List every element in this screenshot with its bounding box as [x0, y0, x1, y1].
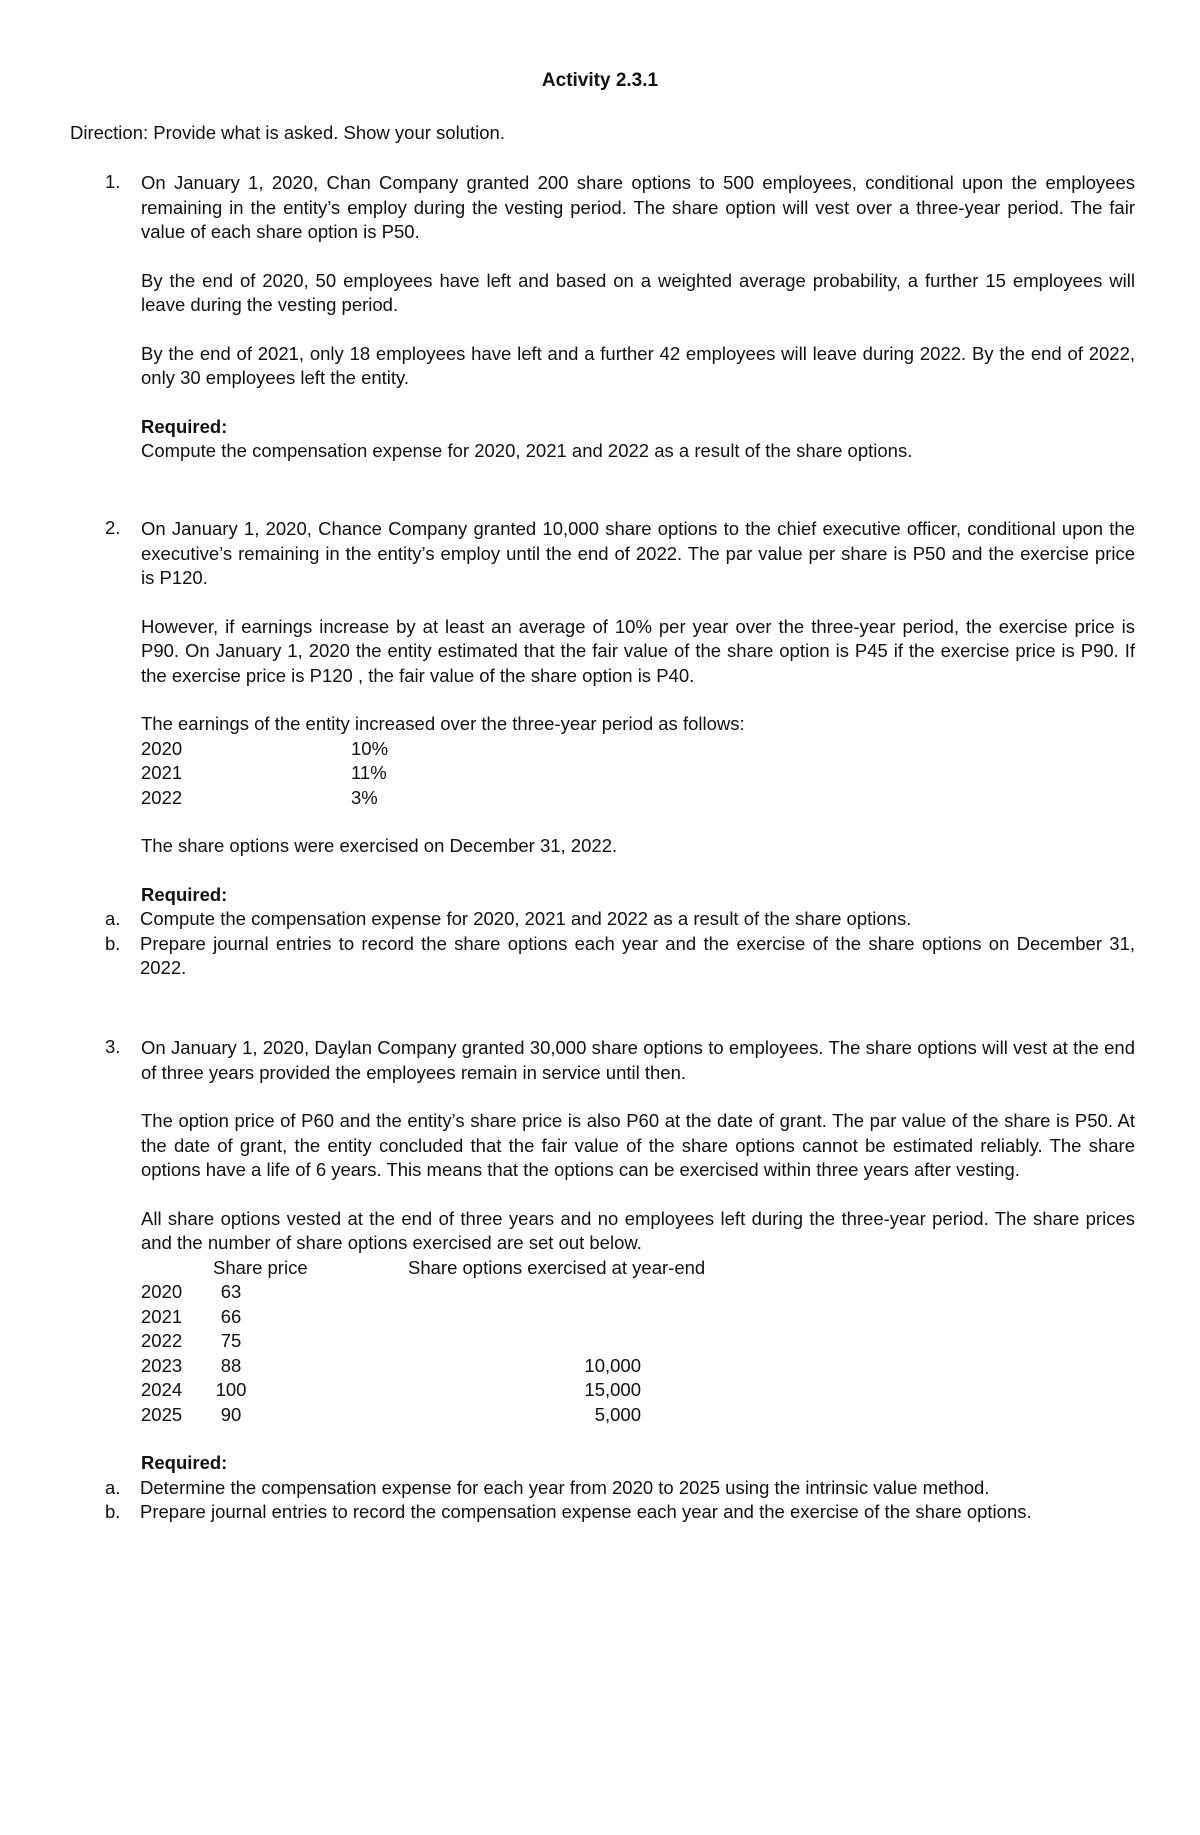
paragraph: However, if earnings increase by at least an average of 10% per year over the three-year period, the exercise price is P90. On January 1, 2020 the entity estimated that the fair value of the share option is P45 if the exercise price is P90. If the exercise price is P120 , the fair value of the share option is P40. [141, 615, 1135, 686]
table-row [70, 1378, 1135, 1403]
exercised-cell: 5,000 [594, 1403, 641, 1425]
year-cell: 2020 [141, 1281, 183, 1302]
item-letter: b. [105, 1501, 121, 1522]
year-cell: 2025 [141, 1403, 183, 1425]
table-row [70, 761, 1135, 786]
required-item [70, 1476, 1135, 1501]
table-row [70, 1403, 1135, 1428]
paragraph: On January 1, 2020, Chan Company granted 200 share options to 500 employees, conditional upon the employees remaining in the entity’s employ during the vesting period. The share option will vest over a three-year period. The fair value of each share option is P50. [141, 172, 1135, 242]
exercised-cell [261, 1329, 641, 1354]
item-text: Compute the compensation expense for 2020, 2021 and 2022 as a result of the share options. [140, 908, 912, 929]
price-cell: 63 [220, 1281, 242, 1302]
paragraph: The option price of P60 and the entity’s share price is also P60 at the date of grant. The par value of the share is P50. At the date of grant, the entity concluded that the fair value of the share options cannot be estimated reliably. The share options have a life of 6 years. This means that the options can be exercised within three years after vesting. [141, 1110, 1135, 1180]
table-row [70, 1280, 1135, 1305]
year-cell: 2021 [141, 762, 183, 783]
share-price-table [70, 1256, 1135, 1428]
paragraph: The share options were exercised on December 31, 2022. [141, 835, 618, 856]
required-label: Required: [141, 883, 228, 905]
price-cell: 100 [215, 1379, 247, 1400]
problem-number: 2. [105, 517, 121, 538]
item-text: Prepare journal entries to record the compensation expense each year and the exercise of the share options. [140, 1501, 1032, 1522]
column-header: Share options exercised at year-end [408, 1256, 706, 1278]
item-letter: a. [105, 908, 121, 929]
item-letter: a. [105, 1476, 121, 1498]
year-cell: 2024 [141, 1379, 183, 1400]
direction-text: Direction: Provide what is asked. Show your solution. [70, 122, 505, 143]
paragraph: All share options vested at the end of three years and no employees left during the three-year period. The share prices and the number of share options exercised are set out below. [141, 1207, 1135, 1253]
problem-3 [70, 1036, 1135, 1525]
paragraph: On January 1, 2020, Chance Company granted 10,000 share options to the chief executive officer, conditional upon the executive’s remaining in the entity’s employ until the end of 2022. The par value per share is P50 and the exercise price is P120. [141, 518, 1135, 588]
problem-1 [70, 171, 1135, 464]
exercised-cell: 10,000 [584, 1354, 641, 1376]
item-text: Determine the compensation expense for each year from 2020 to 2025 using the intrinsic value method. [140, 1476, 990, 1498]
year-cell: 2022 [141, 1330, 183, 1351]
required-item [70, 932, 1135, 981]
required-label: Required: [141, 415, 228, 437]
price-cell: 75 [220, 1330, 242, 1351]
earnings-table [70, 737, 1135, 811]
problem-2 [70, 517, 1135, 981]
paragraph: The earnings of the entity increased over the three-year period as follows: [141, 713, 745, 734]
required-label: Required: [141, 1452, 228, 1473]
problem-number: 3. [105, 1036, 121, 1057]
table-header [70, 1256, 1135, 1281]
year-cell: 2021 [141, 1305, 183, 1327]
column-header: Share price [213, 1256, 308, 1278]
year-cell: 2022 [141, 786, 183, 808]
price-cell: 66 [220, 1305, 242, 1327]
year-cell: 2023 [141, 1354, 183, 1376]
table-row [70, 737, 1135, 762]
exercised-cell [261, 1305, 641, 1330]
item-letter: b. [105, 932, 121, 954]
paragraph: By the end of 2020, 50 employees have left and based on a weighted average probability, a further 15 employees will leave during the vesting period. [141, 269, 1135, 315]
problem-number: 1. [105, 171, 121, 192]
page-title: Activity 2.3.1 [541, 70, 659, 91]
required-item [70, 1500, 1135, 1525]
item-text: Prepare journal entries to record the share options each year and the exercise of the share options on December 31, 2022. [140, 932, 1135, 978]
required-text: Compute the compensation expense for 2020, 2021 and 2022 as a result of the share options. [141, 440, 913, 461]
table-row [70, 1305, 1135, 1330]
table-row [70, 1354, 1135, 1379]
exercised-cell: 15,000 [584, 1379, 641, 1400]
table-row [70, 1329, 1135, 1354]
table-row [70, 786, 1135, 811]
required-item [70, 907, 1135, 932]
percent-cell: 3% [351, 786, 378, 808]
exercised-cell [261, 1280, 641, 1305]
percent-cell: 11% [351, 762, 387, 783]
price-cell: 90 [220, 1403, 242, 1425]
price-cell: 88 [220, 1354, 242, 1376]
year-cell: 2020 [141, 737, 183, 759]
percent-cell: 10% [351, 737, 389, 759]
paragraph: By the end of 2021, only 18 employees have left and a further 42 employees will leave during 2022. By the end of 2022, only 30 employees left the entity. [141, 342, 1135, 388]
paragraph: On January 1, 2020, Daylan Company granted 30,000 share options to employees. The share options will vest at the end of three years provided the employees remain in service until then. [141, 1037, 1135, 1083]
